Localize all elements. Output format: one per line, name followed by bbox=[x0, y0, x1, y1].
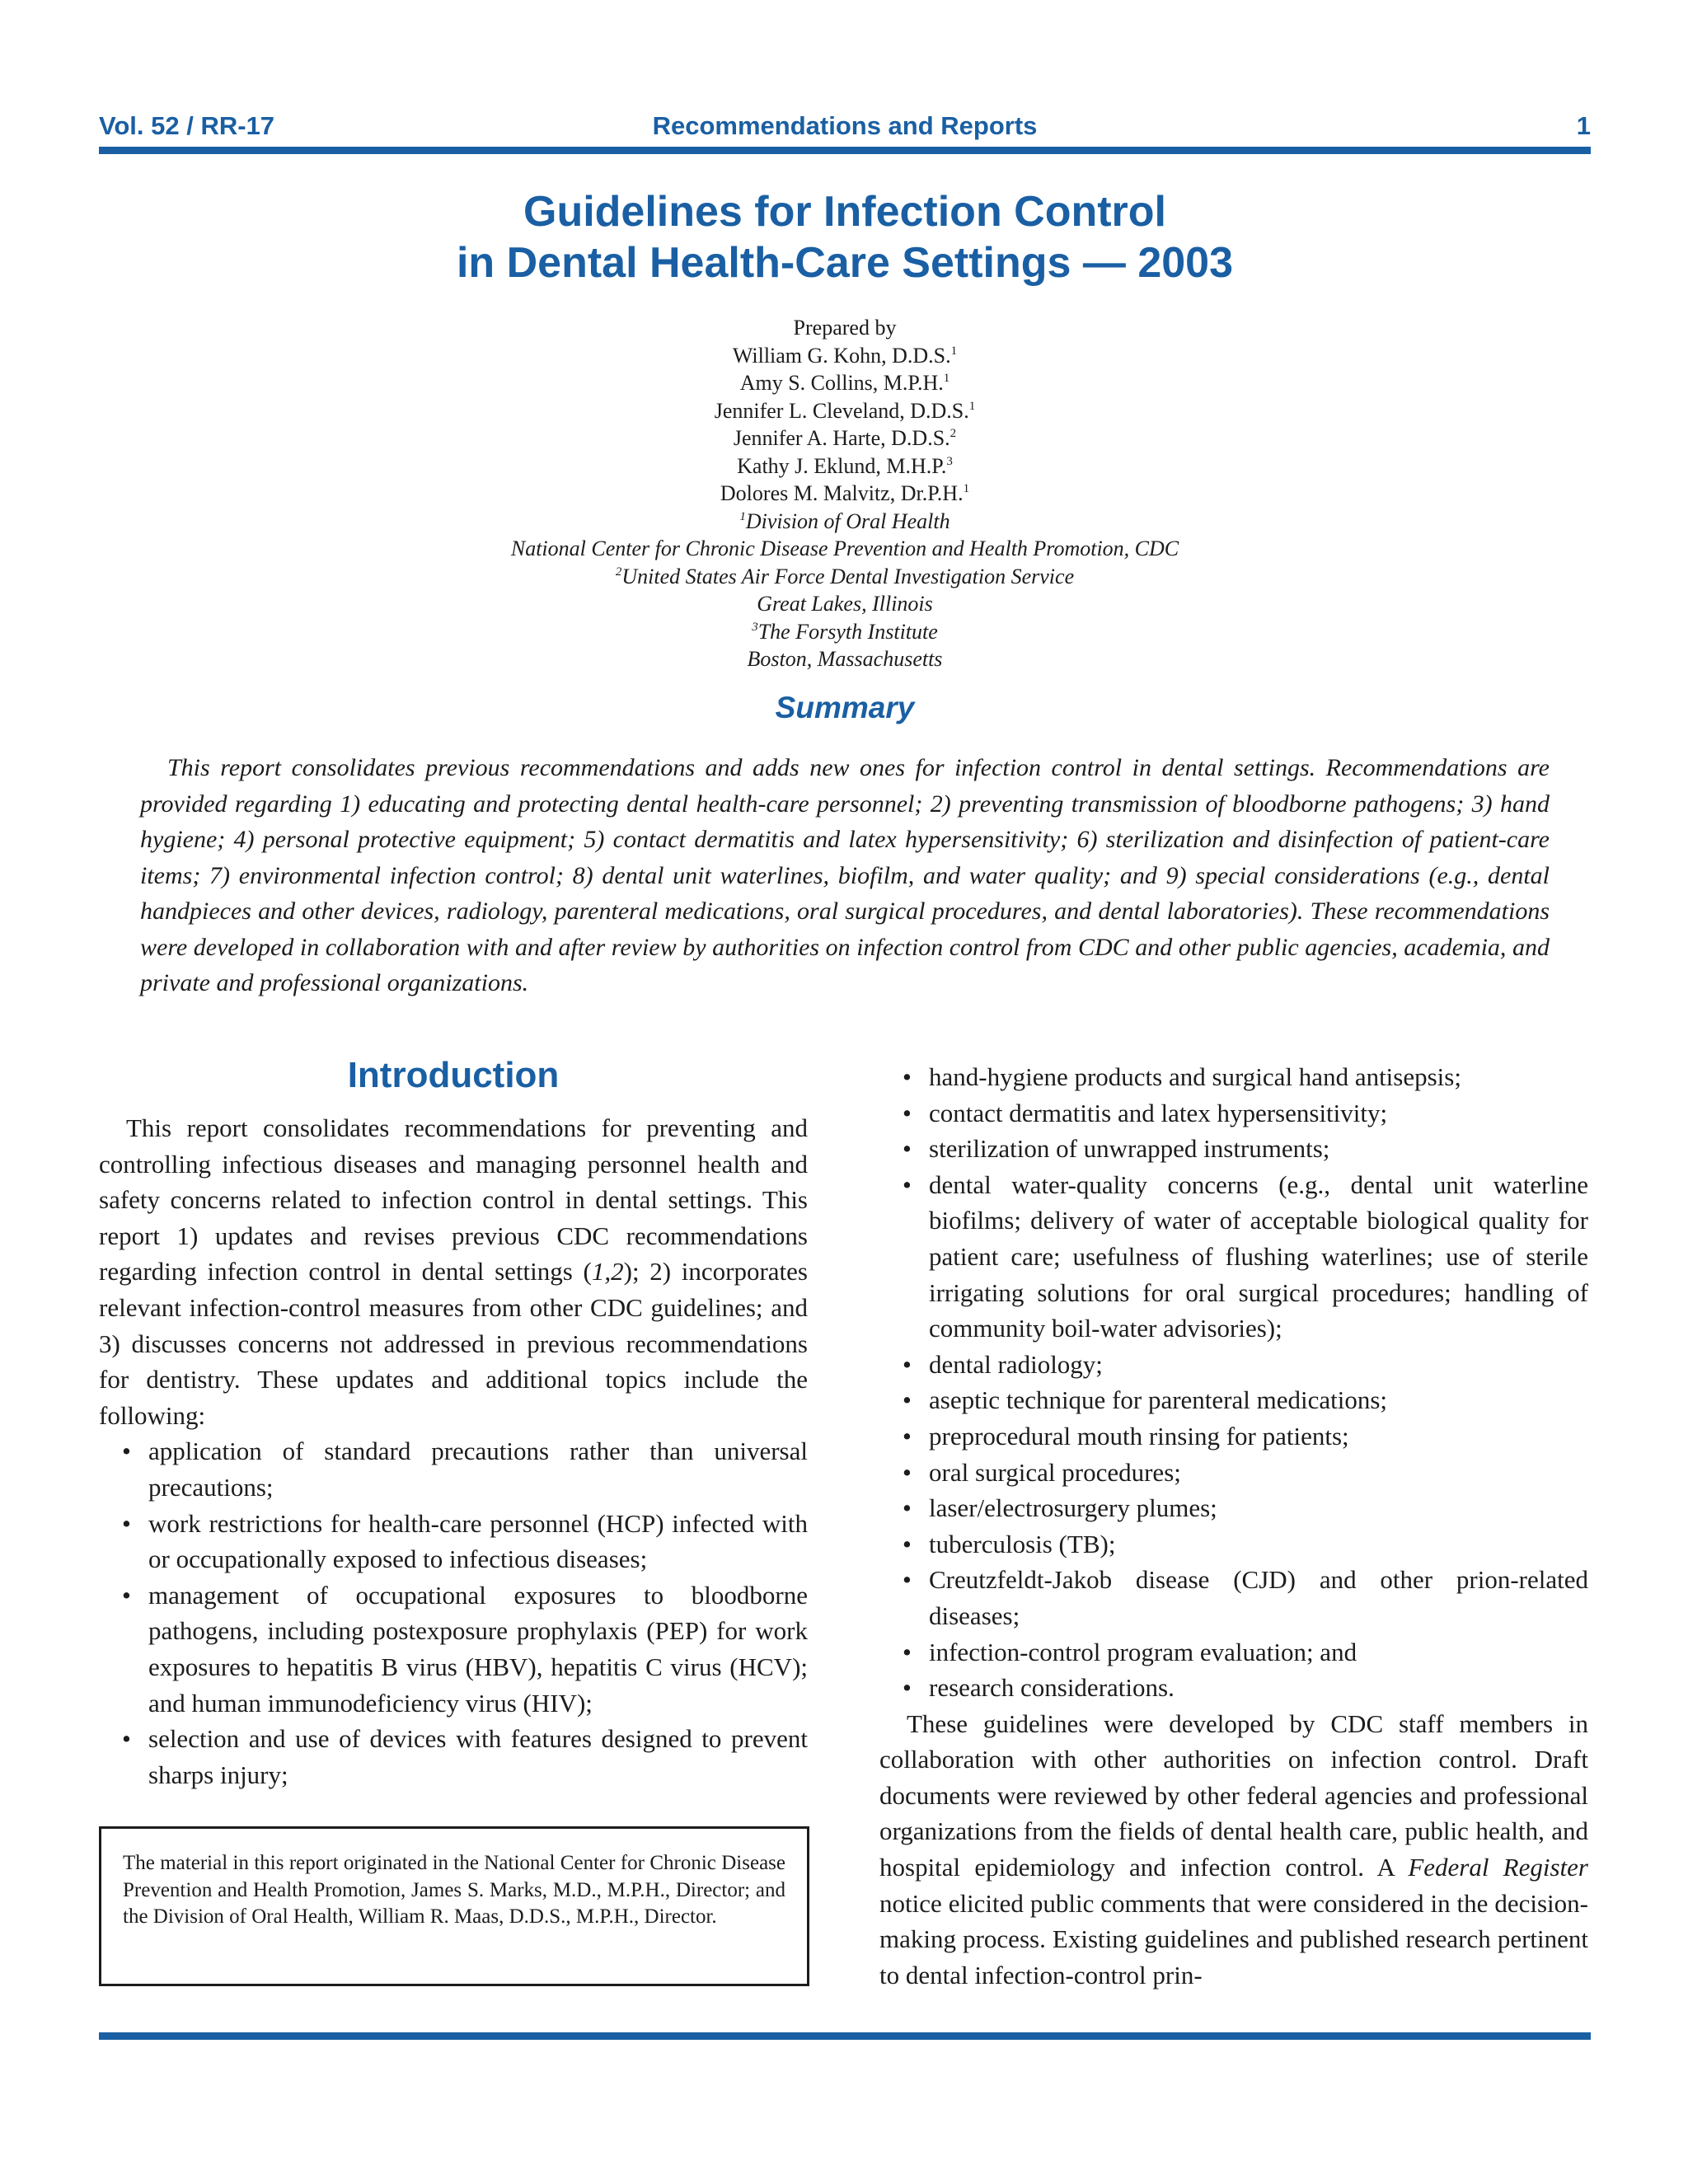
page-number: 1 bbox=[1576, 111, 1591, 140]
affiliation: $^3$The Forsyth Institute bbox=[752, 619, 938, 644]
list-item: • contact dermatitis and latex hypersensitivity; bbox=[879, 1095, 1588, 1132]
bullet-icon: • bbox=[903, 1493, 912, 1523]
list-item: • application of standard precautions rather than universal precautions; bbox=[99, 1433, 808, 1505]
list-item: • work restrictions for health-care personnel (HCP) infected with or occupationally exposed to infectious diseases; bbox=[99, 1506, 808, 1577]
bullet-icon: • bbox=[903, 1673, 912, 1703]
bullet-icon: • bbox=[903, 1169, 912, 1199]
volume-label: Vol. 52 / RR-17 bbox=[99, 111, 275, 140]
list-item: • infection-control program evaluation; and bbox=[879, 1634, 1588, 1671]
bullet-icon: • bbox=[903, 1421, 912, 1451]
bullet-icon: • bbox=[903, 1457, 912, 1487]
affiliation: $^2$United States Air Force Dental Investigation Service bbox=[615, 564, 1075, 588]
list-item: • research considerations. bbox=[879, 1670, 1588, 1706]
topic-list-right bbox=[879, 1059, 1588, 1706]
list-item: • dental radiology; bbox=[879, 1347, 1588, 1383]
federal-register-italic: Federal Register bbox=[1408, 1853, 1588, 1882]
list-item: • laser/electrosurgery plumes; bbox=[879, 1490, 1588, 1526]
left-column bbox=[99, 1051, 808, 1793]
bullet-icon: • bbox=[122, 1724, 131, 1754]
bullet-icon: • bbox=[903, 1349, 912, 1379]
introduction-heading: Introduction bbox=[347, 1055, 560, 1095]
bullet-icon: • bbox=[903, 1062, 912, 1091]
title-line-1: Guidelines for Infection Control bbox=[523, 188, 1166, 236]
byline bbox=[99, 314, 1591, 673]
author: Amy S. Collins, M.P.H.$^1$ bbox=[739, 371, 950, 395]
affiliation-detail: National Center for Chronic Disease Prevention and Health Promotion, CDC bbox=[510, 537, 1179, 560]
right-column bbox=[879, 1059, 1588, 1993]
running-header bbox=[99, 111, 1591, 144]
list-item: • preprocedural mouth rinsing for patients; bbox=[879, 1418, 1588, 1455]
source-note-box: The material in this report originated in the National Center for Chronic Disease Prevention and Health Promotion, James S. Marks, M.D., M.P.H., Director; and the Division of Oral Health, William R. Maas, D.D.S., M.P.H., Director. bbox=[99, 1826, 809, 1986]
bullet-icon: • bbox=[903, 1565, 912, 1595]
list-item: • tuberculosis (TB); bbox=[879, 1526, 1588, 1563]
list-item: • selection and use of devices with features designed to prevent sharps injury; bbox=[99, 1721, 808, 1793]
author: Dolores M. Malvitz, Dr.P.H.$^1$ bbox=[720, 481, 970, 505]
author: William G. Kohn, D.D.S.$^1$ bbox=[732, 343, 958, 368]
bullet-icon: • bbox=[122, 1508, 131, 1538]
series-title: Recommendations and Reports bbox=[652, 111, 1038, 140]
list-item: • dental water-quality concerns (e.g., dental unit waterline biofilms; delivery of water of acceptable biological quality for patient care; usefulness of flushing waterlines; use of sterile irrigating solutions for oral surgical procedures; handling of community boil-water advisories); bbox=[879, 1167, 1588, 1347]
bullet-icon: • bbox=[122, 1580, 131, 1610]
affiliation: $^1$Division of Oral Health bbox=[739, 509, 950, 533]
list-item: • hand-hygiene products and surgical hand antisepsis; bbox=[879, 1059, 1588, 1095]
development-paragraph: These guidelines were developed by CDC staff members in collaboration with other authorities on infection control. Draft documents were reviewed by other federal agencies and professional organizations from the fields of dental health care, public health, and hospital epidemiology and infection control. A Federal Register notice elicited public comments that were considered in the decision-making process. Existing guidelines and published research pertinent to dental infection-control prin- bbox=[879, 1708, 1588, 1990]
intro-paragraph: This report consolidates recommendations for preventing and controlling infectious diseases and managing personnel health and safety concerns related to infection control in dental settings. This report 1) updates and revises previous CDC recommendations regarding infection control in dental settings (1,2); 2) incorporates relevant infection-control measures from other CDC guidelines; and 3) discusses concerns not addressed in previous recommendations for dentistry. These updates and additional topics include the following: bbox=[99, 1113, 808, 1430]
bullet-icon: • bbox=[903, 1385, 912, 1415]
prepared-by: Prepared by bbox=[793, 316, 897, 340]
summary-text: This report consolidates previous recommendations and adds new ones for infection control in dental settings. Recommendations are provided regarding 1) educating and protecting dental health-care personnel; 2) preventing transmission of bloodborne pathogens; 3) hand hygiene; 4) personal protective equipment; 5) contact dermatitis and latex hypersensitivity; 6) sterilization and disinfection of patient-care items; 7) environmental infection control; 8) dental unit waterlines, biofilm, and water quality; and 9) special considerations (e.g., dental handpieces and other devices, radiology, parenteral medications, oral surgical procedures, and dental laboratories). These recommendations were developed in collaboration with and after review by authorities on infection control from CDC and other public agencies, academia, and private and professional organizations. bbox=[140, 754, 1550, 996]
affiliation-detail: Boston, Massachusetts bbox=[747, 647, 943, 671]
bullet-icon: • bbox=[122, 1436, 131, 1466]
report-title bbox=[99, 186, 1591, 288]
author: Jennifer L. Cleveland, D.D.S.$^1$ bbox=[714, 398, 976, 423]
list-item: • aseptic technique for parenteral medications; bbox=[879, 1382, 1588, 1418]
header-rule bbox=[99, 147, 1591, 154]
author: Kathy J. Eklund, M.H.P.$^3$ bbox=[737, 453, 953, 478]
summary-heading: Summary bbox=[775, 691, 915, 724]
citation-ref: 1,2 bbox=[591, 1257, 624, 1286]
list-item: • oral surgical procedures; bbox=[879, 1455, 1588, 1491]
bullet-icon: • bbox=[903, 1134, 912, 1164]
topic-list-left bbox=[99, 1433, 808, 1793]
bullet-icon: • bbox=[903, 1637, 912, 1666]
footer-rule bbox=[99, 2032, 1591, 2040]
list-item: • Creutzfeldt-Jakob disease (CJD) and other prion-related diseases; bbox=[879, 1562, 1588, 1633]
bullet-icon: • bbox=[903, 1098, 912, 1127]
list-item: • sterilization of unwrapped instruments; bbox=[879, 1131, 1588, 1167]
list-item: • management of occupational exposures to bloodborne pathogens, including postexposure prophylaxis (PEP) for work exposures to hepatitis B virus (HBV), hepatitis C virus (HCV); and human immunodeficiency virus (HIV); bbox=[99, 1577, 808, 1721]
title-line-2: in Dental Health-Care Settings — 2003 bbox=[456, 239, 1234, 287]
affiliation-detail: Great Lakes, Illinois bbox=[757, 592, 933, 616]
author: Jennifer A. Harte, D.D.S.$^2$ bbox=[733, 426, 957, 450]
bullet-icon: • bbox=[903, 1529, 912, 1558]
